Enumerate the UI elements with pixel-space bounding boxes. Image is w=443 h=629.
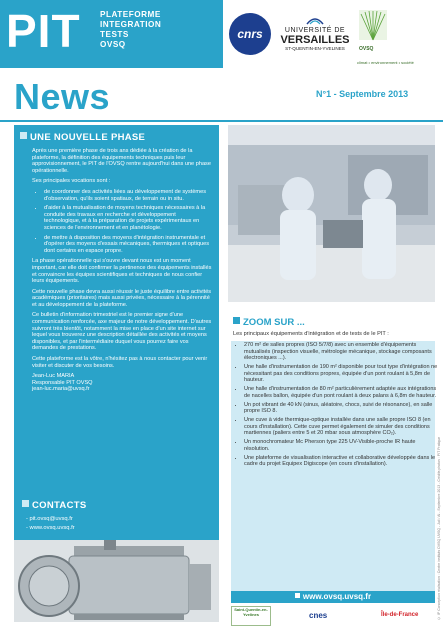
uvsq-logo bbox=[276, 14, 354, 51]
contacts-title-text: CONTACTS bbox=[32, 500, 87, 511]
pit-line: PLATEFORME bbox=[100, 10, 161, 19]
contact-web-link[interactable]: - www.ovsq.uvsq.fr bbox=[26, 525, 75, 531]
cleanroom-photo bbox=[228, 125, 435, 302]
ovsq-tagline: climat • environnement • société bbox=[357, 60, 414, 65]
ovsq-name: OVSQ bbox=[359, 46, 374, 52]
equipment-list bbox=[234, 342, 440, 470]
signature-email: jean-luc.maria@uvsq.fr bbox=[32, 386, 90, 393]
cnrs-logo: cnrs bbox=[229, 13, 271, 55]
editorial-title-text: UNE NOUVELLE PHASE bbox=[30, 132, 146, 143]
list-item: • de mettre à disposition des moyens d'intégration instrumentale et d'opérer des moyens d'essais mécaniques, thermiques et optiques dont certains en espace propre. bbox=[44, 235, 212, 255]
contacts-list bbox=[26, 515, 75, 533]
idf-logo: Île-de-France bbox=[381, 612, 419, 618]
list-item: • 270 m² de salles propres (ISO 5/7/8) avec un ensemble d'équipements mutualisés (inspection visuelle, métrologie mécanique, stockage composants électroniques ...). bbox=[244, 342, 440, 362]
paragraph: Cette plateforme est la vôtre, n'hésitez pas à nous contacter pour venir visiter et discuter de vos besoins. bbox=[32, 356, 208, 369]
issue-number: N°1 - Septembre 2013 bbox=[316, 89, 409, 99]
list-item: • Une plateforme de visualisation interactive et collaborative développée dans le cadre du projet Equipex Digiscope (en cours d'installation). bbox=[244, 455, 440, 468]
website-banner[interactable] bbox=[231, 591, 435, 603]
ovsq-leaf-icon bbox=[359, 10, 387, 44]
paragraph: Ce bulletin d'information trimestriel est le premier signe d'une communication renforcée, axe majeur de notre développement. D'autres suivront très bientôt, notamment la mise en place d'un site internet sur lequel vous trouverez une description détaillée des activités et moyens disponibles, et par l'intermédiaire duquel vous pourrez faire vos demandes de prestations. bbox=[32, 312, 212, 352]
list-item: • Un pot vibrant de 40 kN (sinus, aléatoire, chocs, suivi de résonance), en salle propre ISO 8. bbox=[244, 402, 440, 415]
pit-logo-text: PIT bbox=[6, 5, 81, 57]
list-item: • d'aider à la mutualisation de moyens techniques nécessaires à la conduite des travaux en recherche et développement technologique, et à la préparation de projets expérimentaux en sciences de l'environnement et en planétologie. bbox=[44, 205, 212, 231]
uvsq-line-3: ST-QUENTIN-EN-YVELINES bbox=[285, 46, 345, 51]
zoom-title bbox=[233, 317, 305, 328]
list-item: • de coordonner des activités liées au développement de systèmes d'observation, qu'ils soient spatiaux, de terrain ou in situ. bbox=[44, 189, 212, 202]
uvsq-emblem-icon bbox=[305, 14, 325, 26]
signature-role: Responsable PIT OVSQ bbox=[32, 379, 93, 386]
paragraph: La phase opérationnelle qui s'ouvre devant nous est un moment important, car elle doit confirmer la pertinence des équipements installés et convaincre les équipes scientifiques et techniques de nous confier leurs équipements. bbox=[32, 258, 212, 285]
newsletter-title: News bbox=[14, 76, 111, 117]
cleanroom-illustration bbox=[228, 125, 435, 302]
list-item: • Une cuve à vide thermique-optique installée dans une salle propre ISO 8 (en cours d'installation). Cette cuve permet également de simuler des conditions martiennes (paliers entre 5 et 20 mbar sous atmosphère CO₂). bbox=[244, 417, 440, 437]
list-item: • Un monochromateur Mc Pherson type 225 UV-Visible-proche IR haute résolution. bbox=[244, 439, 440, 452]
signature-name: Jean-Luc MARIA bbox=[32, 373, 75, 380]
square-bullet-icon bbox=[295, 593, 300, 598]
vacuum-chamber-drawing bbox=[14, 540, 219, 622]
paragraph: Après une première phase de trois ans dédiée à la création de la plateforme, la définition des équipements techniques puis leur approvisionnement, le PIT de l'OVSQ rentre aujourd'hui dans une phase opérationnelle. bbox=[32, 148, 211, 174]
partner-logos bbox=[231, 606, 435, 626]
square-bullet-icon bbox=[20, 132, 27, 139]
masthead-rule bbox=[0, 120, 443, 122]
uvsq-line-2: VERSAILLES bbox=[280, 34, 350, 46]
list-item: • Une halle d'instrumentation de 190 m² disponible pour tout type d'intégration ne nécessitant pas des conditions propres, équipée d'un pont roulant à 5,8m de hauteur. bbox=[244, 364, 440, 384]
cnes-logo: cnes bbox=[309, 611, 328, 620]
paragraph: Ses principales vocations sont : bbox=[32, 178, 111, 185]
pit-line: INTEGRATION bbox=[100, 20, 162, 29]
paragraph: Cette nouvelle phase devra aussi réussir le juste équilibre entre activités académiques (prioritaires) mais aussi privées, nécessaire à la pérennité et au développement de la plateforme. bbox=[32, 288, 212, 308]
zoom-intro: Les principaux équipements d'intégration et de tests de le PIT : bbox=[233, 331, 389, 337]
vacuum-chamber-image bbox=[14, 540, 219, 622]
vocation-list bbox=[32, 189, 212, 254]
website-url: www.ovsq.uvsq.fr bbox=[302, 592, 372, 601]
square-bullet-icon bbox=[233, 317, 240, 324]
uvsq-line-1: UNIVERSITÉ DE bbox=[284, 27, 346, 34]
pit-line: OVSQ bbox=[100, 40, 126, 49]
contacts-title bbox=[22, 500, 86, 511]
pit-subtitle bbox=[100, 10, 161, 50]
credits-sidenote: © IP Conception réalisation : Centre instituts OVSQ UVSQ - Juil / Al - Septembre 2013 - Crédits photos : PIT Pratique bbox=[437, 436, 441, 620]
pit-line: TESTS bbox=[100, 30, 129, 39]
editorial-title bbox=[20, 132, 145, 143]
sqy-logo: Saint-Quentin-en-Yvelines bbox=[231, 606, 271, 626]
list-item: • Une halle d'instrumentation de 80 m² particulièrement adaptée aux intégrations de nacelles ballon, équipée d'un pont roulant à deux palans à 6,8m de hauteur. bbox=[244, 386, 440, 399]
ovsq-logo bbox=[357, 10, 439, 65]
contact-email-link[interactable]: - pit.ovsq@uvsq.fr bbox=[26, 516, 73, 522]
editorial-body bbox=[32, 148, 212, 393]
square-bullet-icon bbox=[22, 500, 29, 507]
zoom-title-text: ZOOM SUR ... bbox=[243, 317, 305, 328]
